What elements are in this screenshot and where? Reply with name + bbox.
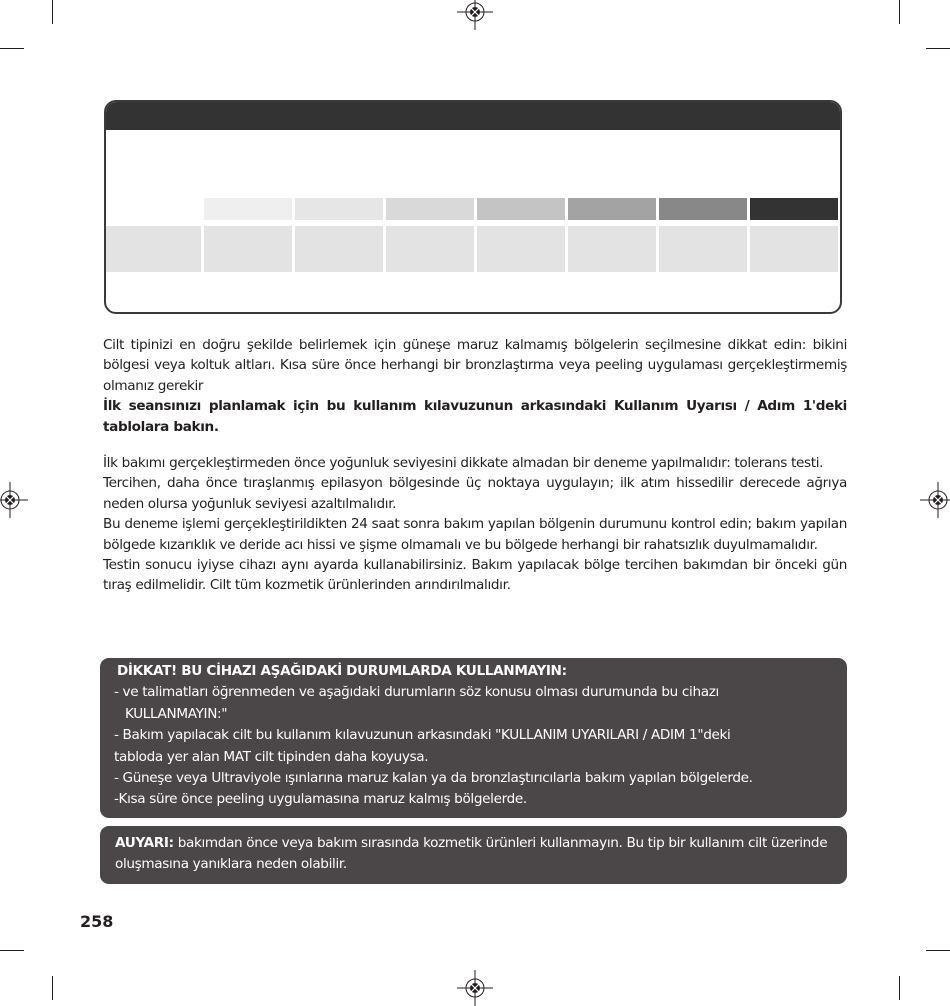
crop-mark	[52, 976, 53, 1000]
caution-text: bakımdan önce veya bakım sırasında kozmetik ürünleri kullanmayın. Bu tip bir kullanım cilt üzerinde oluşmasına yanıklara neden olabilir.	[115, 835, 828, 872]
paragraph: Cilt tipinizi en doğru şekilde belirlemek için güneşe maruz kalmamış bölgelerin seçilmesine dikkat edin: bikini bölgesi veya koltuk altları. Kısa süre önce herhangi bir bronzlaştırma veya peeling uygulaması gerçekleştirmemiş olmanız gerekir	[103, 337, 847, 394]
crop-mark	[899, 976, 900, 1000]
crop-mark	[0, 950, 24, 951]
caution-box	[100, 826, 847, 884]
warning-line: KULLANMAYIN:"	[125, 705, 228, 722]
skin-tone-swatch	[568, 198, 656, 220]
paragraph-bold: İlk seansınızı planlamak için bu kullanım kılavuzunun arkasındaki Kullanım Uyarısı / Adım 1'deki tablolara bakın.	[103, 398, 847, 435]
paragraph: Testin sonucu iyiyse cihazı aynı ayarda kullanabilirsiniz. Bakım yapılacak bölge tercihen bakımdan bir önceki gün tıraş edilmelidir. Cilt tüm kozmetik ürünlerinden arındırılmalıdır.	[103, 557, 847, 594]
paragraph: Bu deneme işlemi gerçekleştirildikten 24 saat sonra bakım yapılan bölgenin durumunu kontrol edin; bakım yapılan bölgede kızarıklık ve deride acı hissi ve şişme olmamalı ve bu bölgede herhangi bir rahatsızlık duyulmamalıdır.	[103, 516, 847, 553]
warning-line: - Güneşe veya Ultraviyole ışınlarına maruz kalan ya da bronzlaştırıcılarla bakım yapılan bölgelerde.	[114, 770, 753, 787]
crop-mark	[0, 48, 24, 49]
skin-tone-swatches	[204, 198, 838, 220]
instructions-text	[103, 335, 847, 437]
table-cell	[295, 226, 383, 272]
page-number: 258	[80, 912, 114, 931]
paragraph: İlk bakımı gerçekleştirmeden önce yoğunluk seviyesini dikkate almadan bir deneme yapılmalıdır: tolerans testi.	[103, 455, 824, 471]
registration-mark-icon	[0, 482, 28, 518]
skin-tone-swatch	[477, 198, 565, 220]
warning-line: -Kısa süre önce peeling uygulamasına maruz kalmış bölgelerde.	[114, 791, 527, 808]
table-cell	[106, 226, 201, 272]
warning-line: - Bakım yapılacak cilt bu kullanım kılavuzunun arkasındaki "KULLANIM UYARILARI / ADIM 1"deki	[114, 727, 731, 744]
crop-mark	[926, 950, 950, 951]
table-cell	[386, 226, 474, 272]
crop-mark	[52, 0, 53, 24]
warning-title: DİKKAT! BU CİHAZI AŞAĞIDAKİ DURUMLARDA KULLANMAYIN:	[117, 663, 567, 679]
skin-type-table	[104, 100, 842, 314]
registration-mark-icon	[457, 0, 493, 30]
skin-tone-swatch	[659, 198, 747, 220]
skin-tone-swatch	[386, 198, 474, 220]
table-cell	[659, 226, 747, 272]
caution-label: AUYARI:	[115, 835, 174, 851]
paragraph: Tercihen, daha önce tıraşlanmış epilasyon bölgesinde üç noktaya uygulayın; ilk atım hissedilir derecede ağrıya neden olursa yoğunluk seviyesi azaltılmalıdır.	[103, 475, 847, 512]
tolerance-test-text	[103, 453, 847, 596]
skin-type-table-row	[106, 226, 838, 272]
table-cell	[204, 226, 292, 272]
warning-box	[100, 658, 847, 818]
table-cell	[750, 226, 838, 272]
registration-mark-icon	[920, 482, 950, 518]
skin-tone-swatch	[295, 198, 383, 220]
crop-mark	[899, 0, 900, 24]
skin-type-table-header	[106, 102, 840, 130]
table-cell	[568, 226, 656, 272]
crop-mark	[926, 48, 950, 49]
skin-tone-swatch	[204, 198, 292, 220]
warning-line: tabloda yer alan MAT cilt tipinden daha koyuysa.	[114, 748, 429, 765]
warning-line: - ve talimatları öğrenmeden ve aşağıdaki durumların söz konusu olması durumunda bu cihazı	[114, 684, 719, 701]
table-cell	[477, 226, 565, 272]
registration-mark-icon	[457, 970, 493, 1006]
skin-tone-swatch	[750, 198, 838, 220]
